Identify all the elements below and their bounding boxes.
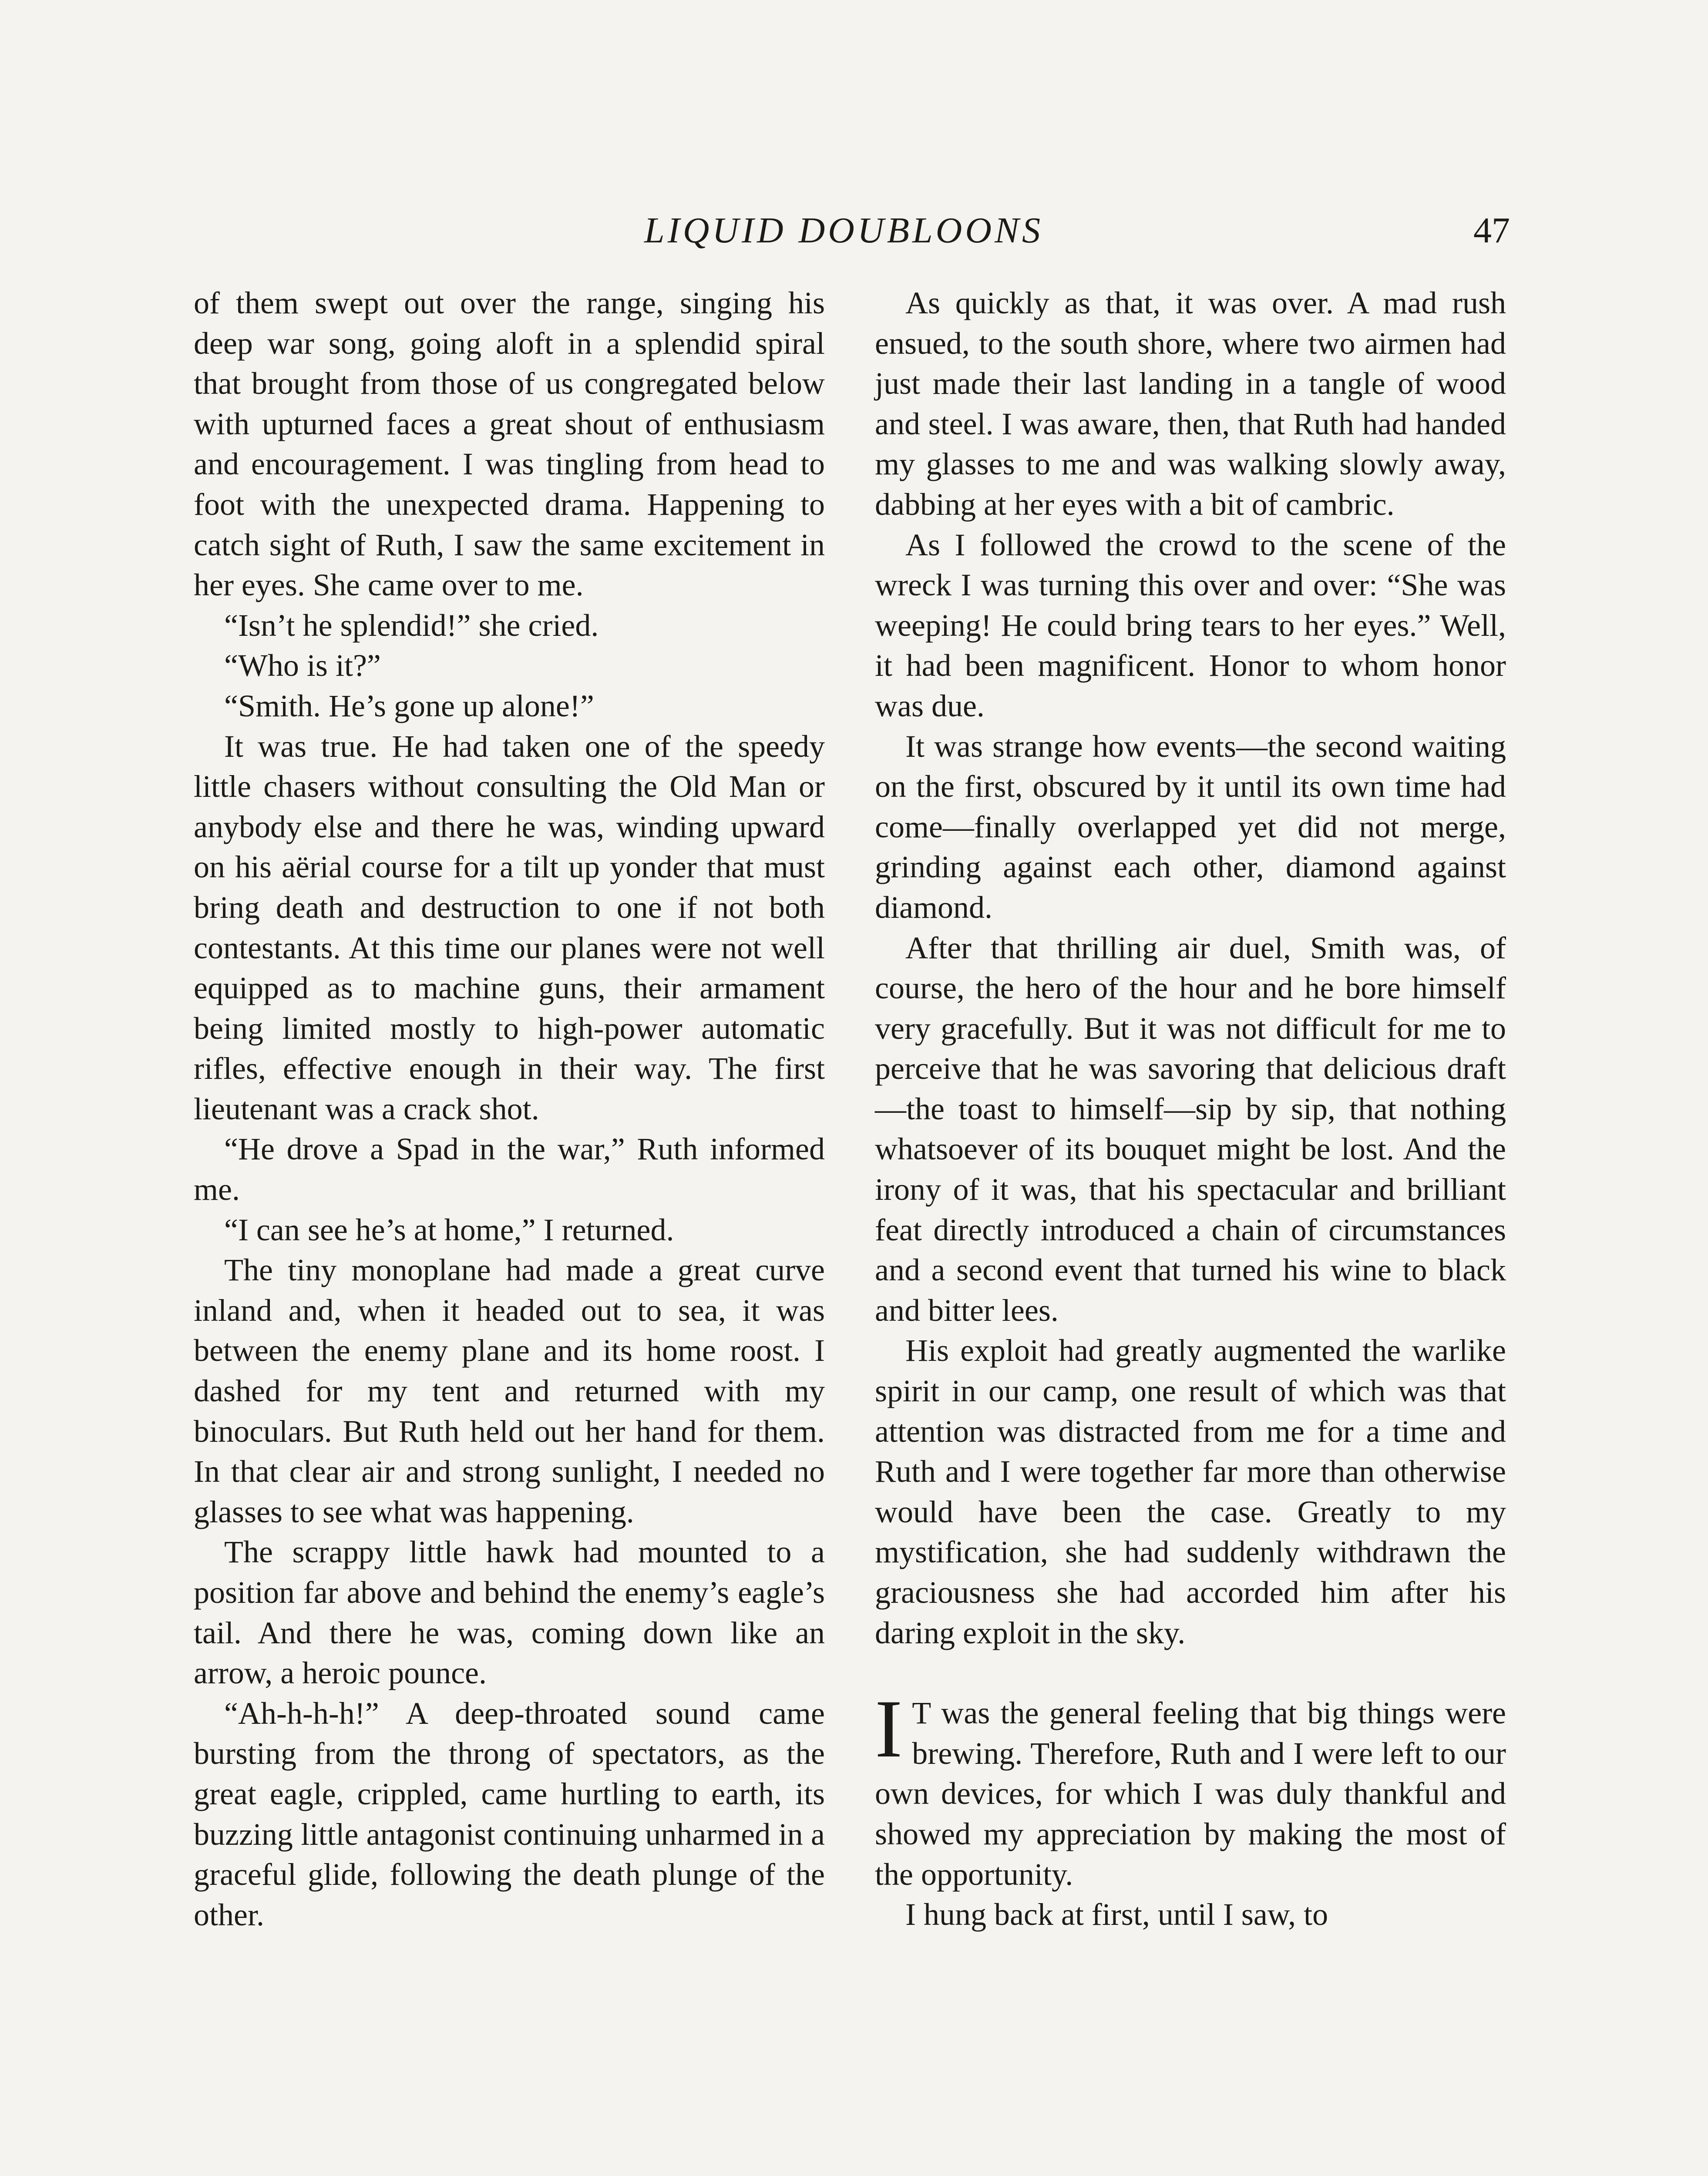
drop-cap: I [875, 1683, 903, 1775]
paragraph: His exploit had greatly augmented the warlike spirit in our camp, one result of which was that attention was distracted from me for a time and Ruth and I were together far more than otherwise would have been the case. Greatly to my mystification, she had suddenly withdrawn the graciousness she had accorded him after his daring exploit in the sky. [875, 1333, 1506, 1650]
paragraph: “Who is it?” [224, 648, 381, 683]
paragraph: It was true. He had taken one of the speedy little chasers without consulting the Old Man or anybody else and there he was, winding upward on his aërial course for a tilt up yonder that must bring death and destruction to one if not both contestants. At this time our planes were not well equipped as to machine guns, their armament being limited mostly to high-power automatic rifles, effective enough in their way. The first lieutenant was a crack shot. [194, 729, 825, 1126]
paragraph: of them swept out over the range, singing his deep war song, going aloft in a splendid spiral that brought from those of us congregated below with upturned faces a great shout of enthusiasm and encouragement. I was tingling from head to foot with the unexpected drama. Happening to catch sight of Ruth, I saw the same excitement in her eyes. She came over to me. [194, 285, 825, 603]
page-number: 47 [1473, 210, 1510, 251]
paragraph: “I can see he’s at home,” I returned. [224, 1212, 674, 1247]
paragraph: It was strange how events—the second waiting on the first, obscured by it until its own time had come—finally overlapped yet did not merge, grinding against each other, diamond against diamond. [875, 729, 1506, 925]
paragraph: “Ah-h-h-h!” A deep-throated sound came bursting from the throng of spectators, as the great eagle, crippled, came hurtling to earth, its buzzing little antagonist continuing unharmed in a graceful glide, following the death plunge of the other. [194, 1696, 825, 1932]
paragraph: As quickly as that, it was over. A mad rush ensued, to the south shore, where two airmen had just made their last landing in a tangle of wood and steel. I was aware, then, that Ruth had handed my glasses to me and was walking slowly away, dabbing at her eyes with a bit of cambric. [875, 285, 1506, 522]
left-column [194, 283, 825, 1935]
paragraph: The tiny monoplane had made a great curve inland and, when it headed out to sea, it was between the enemy plane and its home roost. I dashed for my tent and returned with my binoculars. But Ruth held out her hand for them. In that clear air and strong sunlight, I needed no glasses to see what was happening. [194, 1253, 825, 1529]
right-column [875, 283, 1506, 1935]
paragraph: “Smith. He’s gone up alone!” [224, 688, 594, 723]
paragraph: The scrappy little hawk had mounted to a position far above and behind the enemy’s eagle’s tail. And there he was, coming down like an arrow, a heroic pounce. [194, 1535, 825, 1691]
paragraph: I hung back at first, until I saw, to [905, 1897, 1328, 1932]
paragraph: “He drove a Spad in the war,” Ruth informed me. [194, 1132, 825, 1207]
paragraph: As I followed the crowd to the scene of the wreck I was turning this over and over: “She was weeping! He could bring tears to her eyes.” Well, it had been magnificent. Honor to whom honor was due. [875, 527, 1506, 723]
paragraph: “Isn’t he splendid!” she cried. [224, 608, 599, 643]
section-text: T was the general feeling that big things were brewing. Therefore, Ruth and I were left to our own devices, for which I was duly thankful and showed my appreciation by making the most of the opportunity. [875, 1696, 1506, 1892]
page-header [0, 205, 1708, 257]
running-title: LIQUID DOUBLOONS [644, 210, 1044, 251]
paragraph: After that thrilling air duel, Smith was, of course, the hero of the hour and he bore himself very gracefully. But it was not difficult for me to perceive that he was savoring that delicious draft—the toast to himself—sip by sip, that nothing whatsoever of its bouquet might be lost. And the irony of it was, that his spectacular and brilliant feat directly introduced a chain of circumstances and a second event that turned his wine to black and bitter lees. [875, 930, 1506, 1328]
section-paragraph [875, 1683, 1506, 1894]
